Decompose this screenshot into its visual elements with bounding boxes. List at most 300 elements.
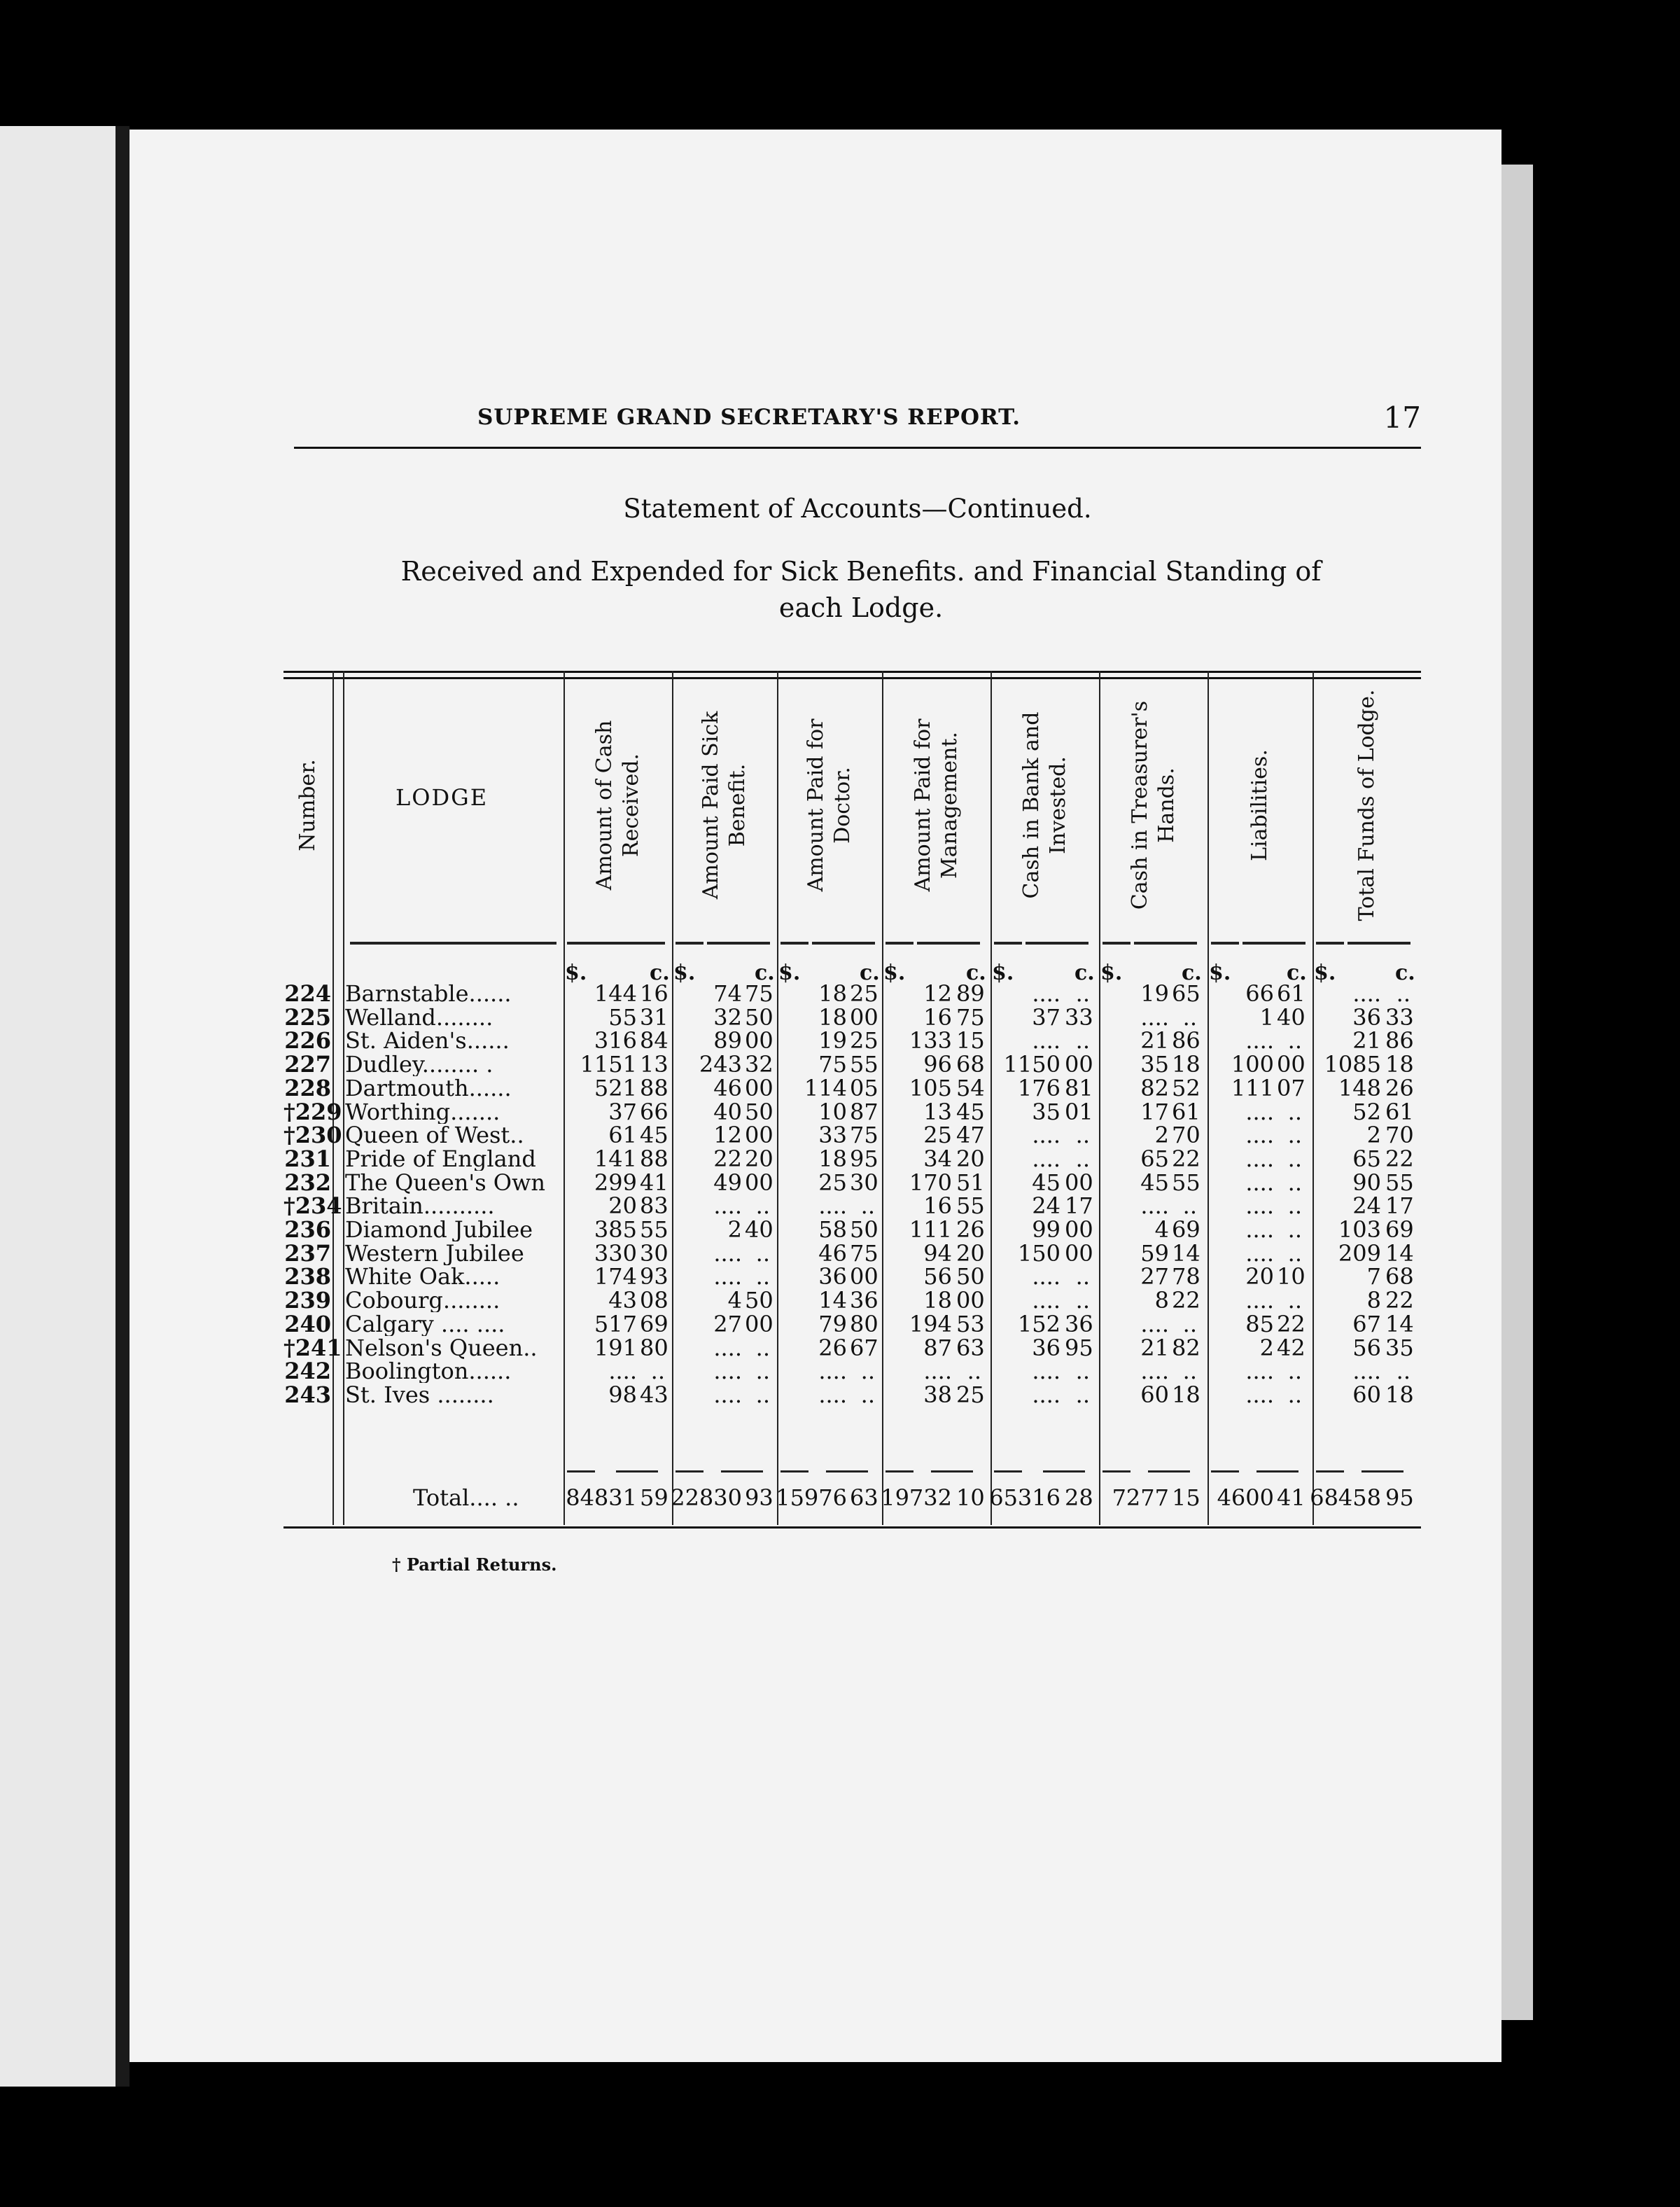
treas-dollars: 21: [1140, 1027, 1169, 1054]
bank-dollars: ....: [1032, 1381, 1060, 1408]
cent-unit: c.: [1287, 961, 1307, 985]
treas-cents: 69: [1172, 1216, 1200, 1243]
treas-cents: 18: [1172, 1381, 1200, 1408]
sick-dollars: 46: [713, 1074, 742, 1101]
lodge-number: †229: [284, 1098, 342, 1125]
total-cents: 33: [1385, 1003, 1414, 1031]
liab-dollars: 66: [1245, 980, 1274, 1007]
sick-dollars: ....: [713, 1239, 742, 1267]
bank-dollars: 176: [1017, 1074, 1060, 1101]
sick-cents: ..: [755, 1358, 770, 1385]
column-header-lodge: LODGE: [396, 784, 489, 811]
page-header: [294, 401, 1421, 447]
doctor-dollars: 26: [818, 1334, 847, 1361]
doctor-cents: 67: [850, 1334, 878, 1361]
doctor-cents: 63: [850, 1484, 878, 1511]
header-rule-dash: [917, 942, 980, 947]
bank-dollars: 24: [1032, 1192, 1060, 1220]
sick-cents: 32: [745, 1051, 774, 1078]
total-cents: 86: [1385, 1027, 1414, 1054]
mgmt-dollars: 111: [909, 1216, 952, 1243]
total-dollars: 103: [1338, 1216, 1381, 1243]
bank-cents: ..: [1075, 1263, 1090, 1290]
total-dollars: 67: [1352, 1310, 1381, 1337]
table-row: [284, 1100, 1421, 1124]
sick-dollars: 49: [713, 1169, 742, 1196]
sick-cents: 00: [745, 1310, 774, 1337]
mgmt-cents: 51: [956, 1169, 985, 1196]
mgmt-dollars: 194: [909, 1310, 952, 1337]
sick-dollars: 40: [713, 1098, 742, 1125]
treas-cents: ..: [1182, 1003, 1197, 1031]
cash-cents: 93: [640, 1263, 668, 1290]
doctor-cents: 00: [850, 1003, 878, 1031]
liab-cents: 00: [1277, 1051, 1306, 1078]
dollar-unit: $.: [1209, 961, 1231, 985]
total-rule-dash: [780, 1470, 808, 1475]
cash-cents: 43: [640, 1381, 668, 1408]
bank-cents: 00: [1065, 1169, 1093, 1196]
cash-dollars: 84831: [566, 1484, 637, 1511]
lodge-number: 227: [284, 1051, 331, 1078]
total-cents: 22: [1385, 1287, 1414, 1314]
column-header-treasurer: Cash in Treasurer's Hands.: [1127, 700, 1179, 910]
sick-cents: 50: [745, 1003, 774, 1031]
lodge-name: Dartmouth......: [345, 1075, 512, 1100]
liab-cents: ..: [1287, 1098, 1302, 1125]
bank-cents: 00: [1065, 1051, 1093, 1078]
mgmt-dollars: 96: [923, 1051, 952, 1078]
liab-dollars: ....: [1245, 1145, 1274, 1172]
total-rule-dash: [1102, 1470, 1130, 1475]
liab-cents: 41: [1277, 1484, 1306, 1511]
doctor-cents: ..: [860, 1192, 875, 1220]
table-row: [284, 1218, 1421, 1241]
cash-cents: 30: [640, 1239, 668, 1267]
total-dollars: 21: [1352, 1027, 1381, 1054]
treas-dollars: 17: [1140, 1098, 1169, 1125]
bank-cents: ..: [1075, 980, 1090, 1007]
total-rule-dash: [826, 1470, 868, 1475]
sick-dollars: 243: [699, 1051, 742, 1078]
lodge-number: 232: [284, 1169, 331, 1196]
total-dollars: 36: [1352, 1003, 1381, 1031]
cash-dollars: ....: [608, 1358, 637, 1385]
bank-cents: 01: [1065, 1098, 1093, 1125]
mgmt-cents: 25: [956, 1381, 985, 1408]
sick-dollars: 22830: [671, 1484, 742, 1511]
dollar-unit: $.: [565, 961, 587, 985]
lodge-name: Pride of England: [345, 1146, 536, 1171]
dollar-unit: $.: [992, 961, 1014, 985]
treas-dollars: ....: [1140, 1003, 1169, 1031]
liab-dollars: ....: [1245, 1358, 1274, 1385]
dollar-unit: $.: [673, 961, 696, 985]
lodge-number: 226: [284, 1027, 331, 1054]
liab-cents: ..: [1287, 1287, 1302, 1314]
sick-dollars: 27: [713, 1310, 742, 1337]
mgmt-dollars: 56: [923, 1263, 952, 1290]
cash-cents: 55: [640, 1216, 668, 1243]
bank-dollars: 1150: [1003, 1051, 1060, 1078]
total-cents: 35: [1385, 1334, 1414, 1361]
bank-cents: ..: [1075, 1122, 1090, 1149]
mgmt-cents: 20: [956, 1239, 985, 1267]
cash-dollars: 141: [594, 1145, 637, 1172]
bank-cents: ..: [1075, 1381, 1090, 1408]
total-dollars: 52: [1352, 1098, 1381, 1125]
lodge-name: White Oak.....: [345, 1265, 500, 1289]
liab-cents: 61: [1277, 980, 1306, 1007]
doctor-dollars: 18: [818, 1003, 847, 1031]
treas-cents: 55: [1172, 1169, 1200, 1196]
sick-cents: 50: [745, 1287, 774, 1314]
total-cents: 17: [1385, 1192, 1414, 1220]
cash-dollars: 385: [594, 1216, 637, 1243]
lodge-name: Calgary .... ....: [345, 1311, 505, 1336]
table-row: [284, 1265, 1421, 1288]
mgmt-dollars: ....: [923, 1358, 952, 1385]
lodge-name: Worthing.......: [345, 1099, 500, 1124]
treas-cents: 70: [1172, 1122, 1200, 1149]
bank-dollars: 36: [1032, 1334, 1060, 1361]
table-row: [284, 1005, 1421, 1029]
treas-dollars: 65: [1140, 1145, 1169, 1172]
cash-dollars: 37: [608, 1098, 637, 1125]
header-rule-dash: [707, 942, 770, 947]
doctor-cents: 75: [850, 1239, 878, 1267]
footnote: † Partial Returns.: [392, 1554, 557, 1575]
cash-cents: 83: [640, 1192, 668, 1220]
liab-dollars: ....: [1245, 1381, 1274, 1408]
bank-dollars: ....: [1032, 980, 1060, 1007]
cash-cents: 45: [640, 1122, 668, 1149]
bank-cents: ..: [1075, 1358, 1090, 1385]
treas-dollars: 59: [1140, 1239, 1169, 1267]
lodge-number: †234: [284, 1192, 342, 1220]
bank-cents: ..: [1075, 1287, 1090, 1314]
total-cents: 14: [1385, 1239, 1414, 1267]
bank-dollars: ....: [1032, 1263, 1060, 1290]
total-dollars: ....: [1352, 980, 1381, 1007]
header-rule-dash: [994, 942, 1022, 947]
cash-dollars: 20: [608, 1192, 637, 1220]
total-dollars: 209: [1338, 1239, 1381, 1267]
total-cents: ..: [1396, 1358, 1410, 1385]
sick-cents: 40: [745, 1216, 774, 1243]
total-dollars: 68458: [1310, 1484, 1381, 1511]
lodge-name: Nelson's Queen..: [345, 1335, 538, 1360]
treas-cents: 82: [1172, 1334, 1200, 1361]
treas-dollars: 19: [1140, 980, 1169, 1007]
cash-dollars: 299: [594, 1169, 637, 1196]
total-cents: 68: [1385, 1263, 1414, 1290]
total-label: Total.... ..: [413, 1484, 519, 1511]
bank-cents: 00: [1065, 1216, 1093, 1243]
liab-cents: ..: [1287, 1239, 1302, 1267]
mgmt-cents: 53: [956, 1310, 985, 1337]
doctor-cents: 30: [850, 1169, 878, 1196]
liab-dollars: ....: [1245, 1216, 1274, 1243]
lodge-name: St. Ives ........: [345, 1382, 494, 1407]
mgmt-cents: 26: [956, 1216, 985, 1243]
total-rule-dash: [1211, 1470, 1239, 1475]
lodge-name: Britain..........: [345, 1194, 495, 1218]
treas-cents: 86: [1172, 1027, 1200, 1054]
cash-cents: ..: [650, 1358, 665, 1385]
bank-dollars: 45: [1032, 1169, 1060, 1196]
cash-cents: 41: [640, 1169, 668, 1196]
sick-dollars: 22: [713, 1145, 742, 1172]
total-cents: 14: [1385, 1310, 1414, 1337]
cash-dollars: 174: [594, 1263, 637, 1290]
total-rule-dash: [567, 1470, 595, 1475]
liab-cents: 22: [1277, 1310, 1306, 1337]
doctor-cents: 95: [850, 1145, 878, 1172]
column-header-total-funds: Total Funds of Lodge.: [1354, 689, 1379, 921]
total-cents: 22: [1385, 1145, 1414, 1172]
cash-dollars: 330: [594, 1239, 637, 1267]
total-rule-dash: [1316, 1470, 1344, 1475]
cent-unit: c.: [650, 961, 670, 985]
cash-dollars: 61: [608, 1122, 637, 1149]
treas-cents: 18: [1172, 1051, 1200, 1078]
header-rule-dash: [1242, 942, 1306, 947]
total-rule-dash: [1362, 1470, 1404, 1475]
doctor-cents: 25: [850, 980, 878, 1007]
cash-cents: 84: [640, 1027, 668, 1054]
bank-dollars: ....: [1032, 1358, 1060, 1385]
sick-dollars: 74: [713, 980, 742, 1007]
column-header-liabilities: Liabilities.: [1247, 749, 1272, 861]
column-header-bank: Cash in Bank and Invested.: [1018, 711, 1070, 899]
sick-cents: 50: [745, 1098, 774, 1125]
cash-cents: 08: [640, 1287, 668, 1314]
doctor-dollars: 75: [818, 1051, 847, 1078]
sick-cents: ..: [755, 1239, 770, 1267]
header-rule-dash: [886, 942, 913, 947]
treas-dollars: 45: [1140, 1169, 1169, 1196]
cent-unit: c.: [1074, 961, 1095, 985]
sick-cents: 93: [745, 1484, 774, 1511]
sick-dollars: ....: [713, 1334, 742, 1361]
doctor-dollars: ....: [818, 1381, 847, 1408]
column-header-doctor: Amount Paid for Doctor.: [804, 718, 855, 892]
sick-cents: 20: [745, 1145, 774, 1172]
treas-cents: 61: [1172, 1098, 1200, 1125]
sick-cents: ..: [755, 1334, 770, 1361]
bank-cents: 81: [1065, 1074, 1093, 1101]
doctor-cents: 55: [850, 1051, 878, 1078]
total-cents: 95: [1385, 1484, 1414, 1511]
header-rule-dash: [1134, 942, 1197, 947]
lodge-number: 239: [284, 1287, 331, 1314]
bank-cents: 28: [1065, 1484, 1093, 1511]
cent-unit: c.: [1395, 961, 1415, 985]
table-row: [284, 1147, 1421, 1171]
total-cents: 69: [1385, 1216, 1414, 1243]
liab-dollars: 85: [1245, 1310, 1274, 1337]
total-rule-dash: [886, 1470, 913, 1475]
table-row: [284, 1359, 1421, 1383]
dollar-unit: $.: [1314, 961, 1336, 985]
sick-dollars: ....: [713, 1381, 742, 1408]
table-row: [284, 1288, 1421, 1312]
liab-cents: ..: [1287, 1122, 1302, 1149]
liab-dollars: ....: [1245, 1122, 1274, 1149]
treas-dollars: 27: [1140, 1263, 1169, 1290]
header-rule: [294, 447, 1421, 449]
bank-dollars: 150: [1017, 1239, 1060, 1267]
doctor-dollars: 79: [818, 1310, 847, 1337]
table-row: [284, 1052, 1421, 1076]
table-row: [284, 1171, 1421, 1195]
doctor-cents: 50: [850, 1216, 878, 1243]
sick-cents: 00: [745, 1074, 774, 1101]
liab-cents: ..: [1287, 1145, 1302, 1172]
treas-cents: 22: [1172, 1287, 1200, 1314]
header-rule-dash: [567, 942, 602, 947]
total-cents: 18: [1385, 1381, 1414, 1408]
doctor-dollars: 14: [818, 1287, 847, 1314]
mgmt-cents: 10: [956, 1484, 985, 1511]
doctor-dollars: ....: [818, 1358, 847, 1385]
total-cents: 26: [1385, 1074, 1414, 1101]
lodge-number: 243: [284, 1381, 331, 1408]
running-head: SUPREME GRAND SECRETARY'S REPORT.: [477, 405, 1021, 430]
header-rule-dash: [812, 942, 875, 947]
doctor-dollars: 46: [818, 1239, 847, 1267]
header-rule-dash: [350, 942, 556, 947]
cash-cents: 59: [640, 1484, 668, 1511]
cash-dollars: 191: [594, 1334, 637, 1361]
lodge-number: 224: [284, 980, 331, 1007]
treas-dollars: 21: [1140, 1334, 1169, 1361]
mgmt-dollars: 16: [923, 1192, 952, 1220]
treas-dollars: 8: [1154, 1287, 1169, 1314]
lodge-number: †230: [284, 1122, 342, 1149]
cash-dollars: 55: [608, 1003, 637, 1031]
total-cents: 70: [1385, 1122, 1414, 1149]
liab-dollars: ....: [1245, 1027, 1274, 1054]
liab-cents: 42: [1277, 1334, 1306, 1361]
doctor-dollars: 18: [818, 1145, 847, 1172]
total-rule-dash: [1043, 1470, 1085, 1475]
bank-cents: 00: [1065, 1239, 1093, 1267]
liab-cents: ..: [1287, 1216, 1302, 1243]
page-subtitle: Received and Expended for Sick Benefits. and Financial Standing of each Lodge.: [400, 556, 1322, 623]
doctor-cents: 87: [850, 1098, 878, 1125]
header-rule-dash: [1102, 942, 1130, 947]
bank-dollars: ....: [1032, 1145, 1060, 1172]
bank-cents: 33: [1065, 1003, 1093, 1031]
treas-cents: ..: [1182, 1192, 1197, 1220]
mgmt-cents: 20: [956, 1145, 985, 1172]
treas-cents: ..: [1182, 1358, 1197, 1385]
mgmt-cents: 15: [956, 1027, 985, 1054]
treas-dollars: 4: [1154, 1216, 1169, 1243]
bank-dollars: ....: [1032, 1287, 1060, 1314]
bank-dollars: 152: [1017, 1310, 1060, 1337]
dollar-unit: $.: [778, 961, 801, 985]
cent-unit: c.: [860, 961, 880, 985]
page-edge: [1502, 165, 1533, 2020]
left-page-edge: [0, 126, 115, 2087]
mgmt-dollars: 87: [923, 1334, 952, 1361]
sick-cents: 00: [745, 1122, 774, 1149]
treas-dollars: ....: [1140, 1358, 1169, 1385]
sick-dollars: 32: [713, 1003, 742, 1031]
cash-cents: 69: [640, 1310, 668, 1337]
mgmt-cents: 55: [956, 1192, 985, 1220]
lodge-name: Boolington......: [345, 1359, 512, 1384]
sick-cents: ..: [755, 1381, 770, 1408]
treas-cents: 78: [1172, 1263, 1200, 1290]
doctor-cents: 80: [850, 1310, 878, 1337]
cent-unit: c.: [1182, 961, 1202, 985]
sick-dollars: ....: [713, 1263, 742, 1290]
treas-dollars: 35: [1140, 1051, 1169, 1078]
table-top-rule-inner: [284, 677, 1421, 679]
lodge-name: Queen of West..: [345, 1123, 524, 1148]
header-rule-dash: [602, 942, 665, 947]
header-rule-dash: [676, 942, 704, 947]
total-rule-dash: [994, 1470, 1022, 1475]
table-row: [284, 1241, 1421, 1265]
bank-dollars: 35: [1032, 1098, 1060, 1125]
total-rule-dash: [676, 1470, 704, 1475]
bank-dollars: 99: [1032, 1216, 1060, 1243]
doctor-dollars: 15976: [776, 1484, 847, 1511]
lodge-number: †241: [284, 1334, 342, 1361]
mgmt-dollars: 18: [923, 1287, 952, 1314]
lodge-number: 238: [284, 1263, 331, 1290]
mgmt-cents: 47: [956, 1122, 985, 1149]
lodge-name: Cobourg........: [345, 1288, 500, 1313]
treas-dollars: 2: [1154, 1122, 1169, 1149]
liab-cents: 07: [1277, 1074, 1306, 1101]
doctor-dollars: 19: [818, 1027, 847, 1054]
treas-cents: 22: [1172, 1145, 1200, 1172]
doctor-dollars: 10: [818, 1098, 847, 1125]
treas-cents: 65: [1172, 980, 1200, 1007]
liab-dollars: ....: [1245, 1192, 1274, 1220]
bank-dollars: ....: [1032, 1027, 1060, 1054]
mgmt-dollars: 105: [909, 1074, 952, 1101]
liab-dollars: ....: [1245, 1287, 1274, 1314]
bank-dollars: ....: [1032, 1122, 1060, 1149]
cash-dollars: 517: [594, 1310, 637, 1337]
treas-dollars: 60: [1140, 1381, 1169, 1408]
mgmt-cents: 00: [956, 1287, 985, 1314]
liab-dollars: 1: [1259, 1003, 1274, 1031]
page-number: 17: [1383, 401, 1421, 435]
header-rule-dash: [1348, 942, 1410, 947]
total-cents: ..: [1396, 980, 1410, 1007]
cash-cents: 80: [640, 1334, 668, 1361]
mgmt-cents: 54: [956, 1074, 985, 1101]
treas-dollars: ....: [1140, 1192, 1169, 1220]
total-row: [284, 1486, 1421, 1510]
liab-cents: 40: [1277, 1003, 1306, 1031]
mgmt-dollars: 13: [923, 1098, 952, 1125]
column-header-number: Number.: [295, 759, 320, 851]
doctor-cents: ..: [860, 1381, 875, 1408]
sick-dollars: 4: [727, 1287, 742, 1314]
lodge-name: Diamond Jubilee: [345, 1218, 533, 1241]
total-dollars: 24: [1352, 1192, 1381, 1220]
table-row: [284, 1029, 1421, 1052]
